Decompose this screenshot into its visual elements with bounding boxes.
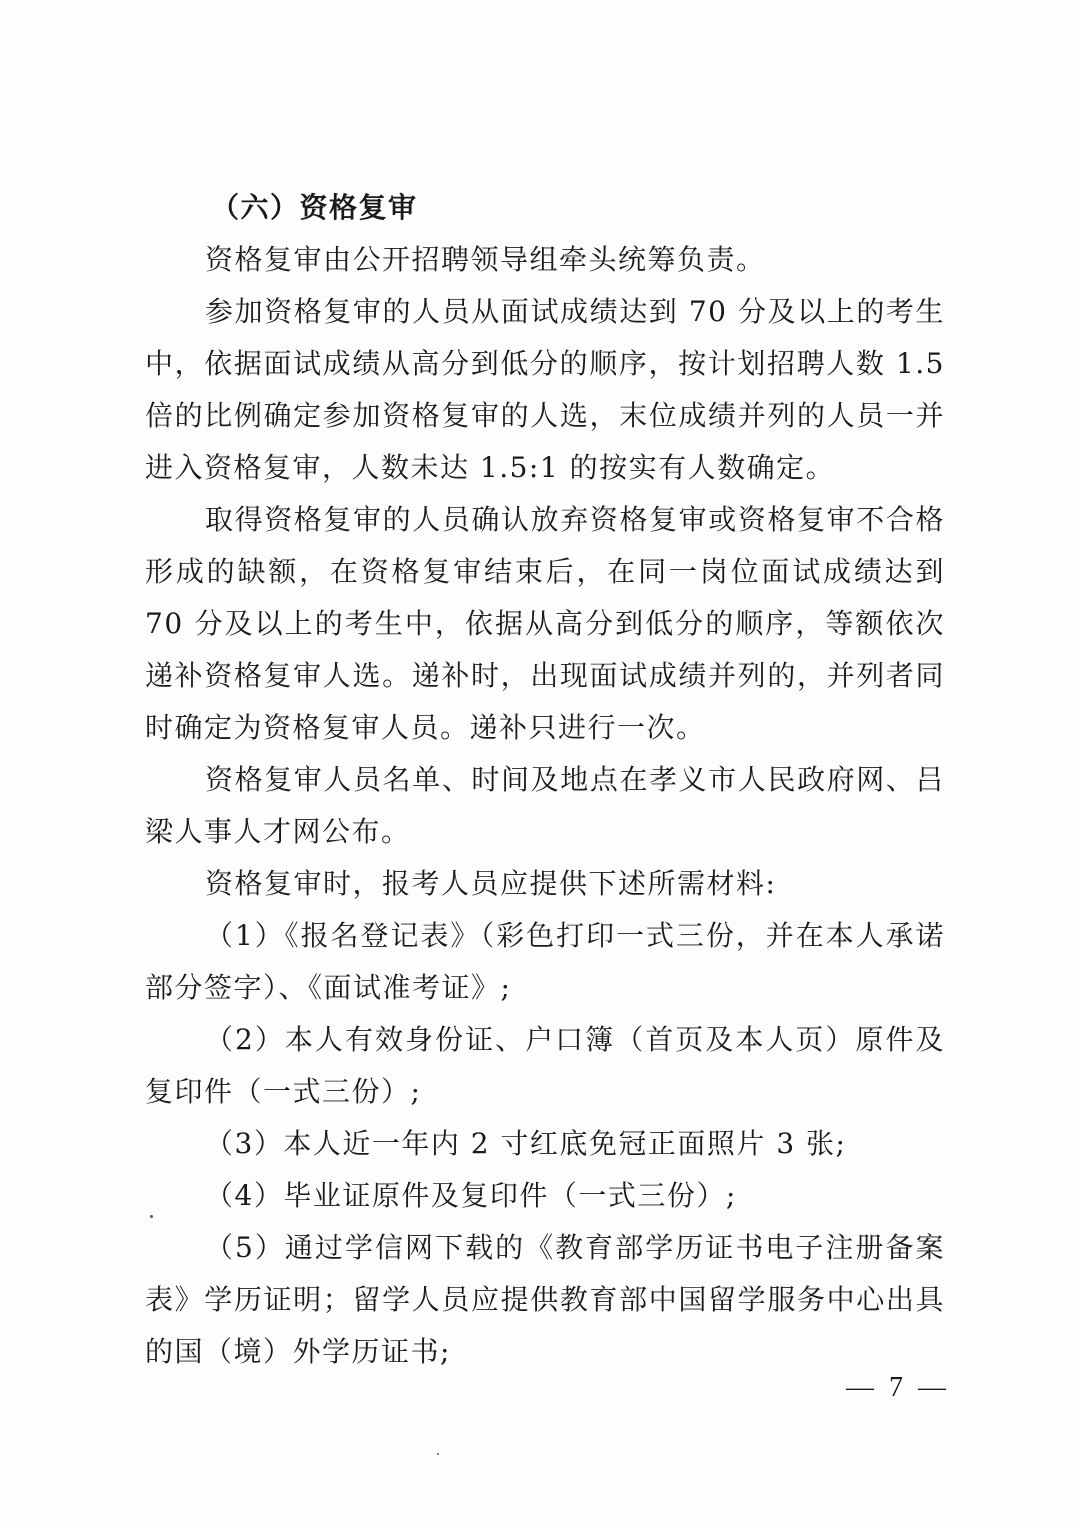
paragraph-materials-intro: 资格复审时，报考人员应提供下述所需材料: [205,867,777,900]
list-item-photos: （3）本人近一年内 2 寸红底免冠正面照片 3 张; [205,1127,847,1160]
section-heading: （六）资格复审 [211,191,418,224]
list-item-id-documents: （2）本人有效身份证、户口簿（首页及本人页）原件及复印件（一式三份）; [145,1023,945,1108]
scan-speck [150,1215,153,1218]
paragraph-responsibility: 资格复审由公开招聘领导组牵头统筹负责。 [205,243,766,276]
paragraph-selection-rule: 参加资格复审的人员从面试成绩达到 70 分及以上的考生中，依据面试成绩从高分到低分的顺序，按计划招聘人数 1.5 倍的比例确定参加资格复审的人选，末位成绩并列的人员一并进入资格复审，人数未达 1.5:1 的按实有人数确定。 [145,295,945,484]
scan-speck [437,1453,439,1455]
list-item-registration-form: （1）《报名登记表》（彩色打印一式三份，并在本人承诺部分签字）、《面试准考证》; [145,919,945,1004]
page-content [145,182,945,1378]
list-item-diploma: （4）毕业证原件及复印件（一式三份）; [205,1179,737,1212]
paragraph-publication: 资格复审人员名单、时间及地点在孝义市人民政府网、吕梁人事人才网公布。 [145,763,945,848]
list-item-degree-verification: （5）通过学信网下载的《教育部学历证书电子注册备案表》学历证明；留学人员应提供教育部中国留学服务中心出具的国（境）外学历证书; [145,1231,945,1368]
paragraph-vacancy-filling: 取得资格复审的人员确认放弃资格复审或资格复审不合格形成的缺额，在资格复审结束后，在同一岗位面试成绩达到 70 分及以上的考生中，依据从高分到低分的顺序，等额依次递补资格复审人选。递补时，出现面试成绩并列的，并列者同时确定为资格复审人员。递补只进行一次。 [145,503,945,744]
page-number: — 7 — [846,1372,950,1403]
